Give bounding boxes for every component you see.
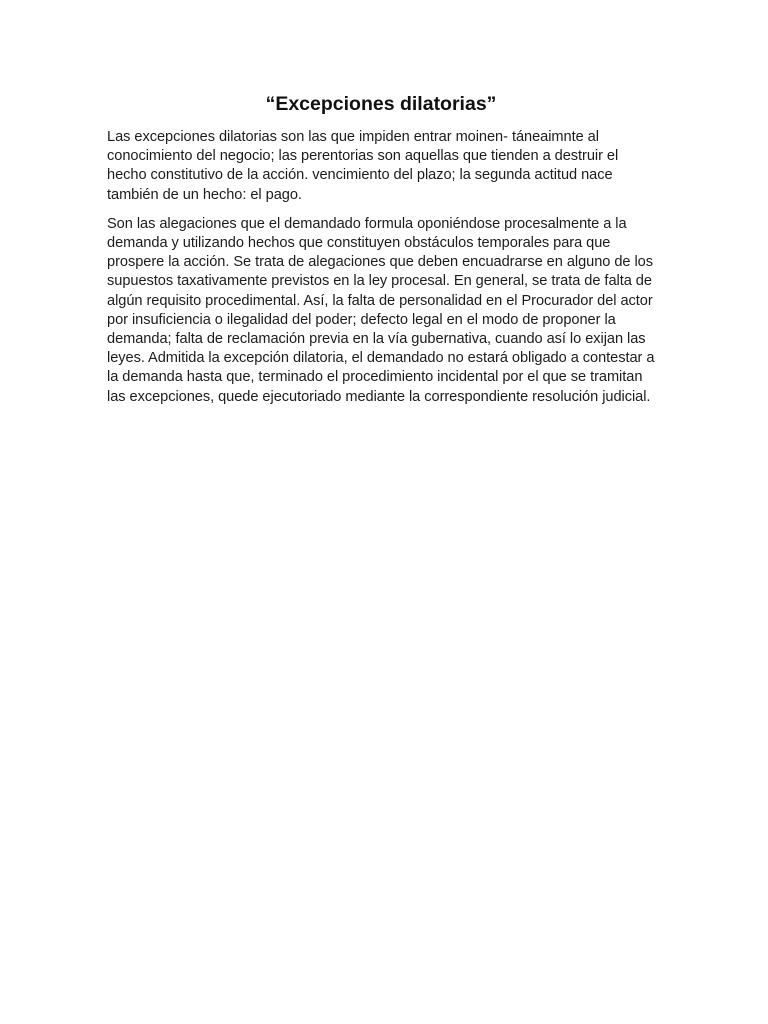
document-title: “Excepciones dilatorias” <box>265 93 497 115</box>
paragraph-1: Las excepciones dilatorias son las que impiden entrar moinen- táneaimnte al conocimiento del negocio; las perentorias son aquellas que tienden a destruir el hecho constitutivo de la acción. vencimiento del plazo; la segunda actitud nace también de un hecho: el pago. <box>107 129 619 203</box>
document-body <box>107 92 655 417</box>
paragraph-2: Son las alegaciones que el demandado formula oponiéndose procesalmente a la demanda y utilizando hechos que constituyen obstáculos temporales para que prospere la acción. Se trata de alegaciones que deben encuadrarse en alguno de los supuestos taxativamente previstos en la ley procesal. En general, se trata de falta de algún requisito procedimental. Así, la falta de personalidad en el Procurador del actor por insuficiencia o ilegalidad del poder; defecto legal en el modo de proponer la demanda; falta de reclamación previa en la vía gubernativa, cuando así lo exijan las leyes. Admitida la excepción dilatoria, el demandado no estará obligado a contestar a la demanda hasta que, terminado el procedimiento incidental por el que se tramitan las excepciones, quede ejecutoriado mediante la correspondiente resolución judicial. <box>107 215 655 405</box>
